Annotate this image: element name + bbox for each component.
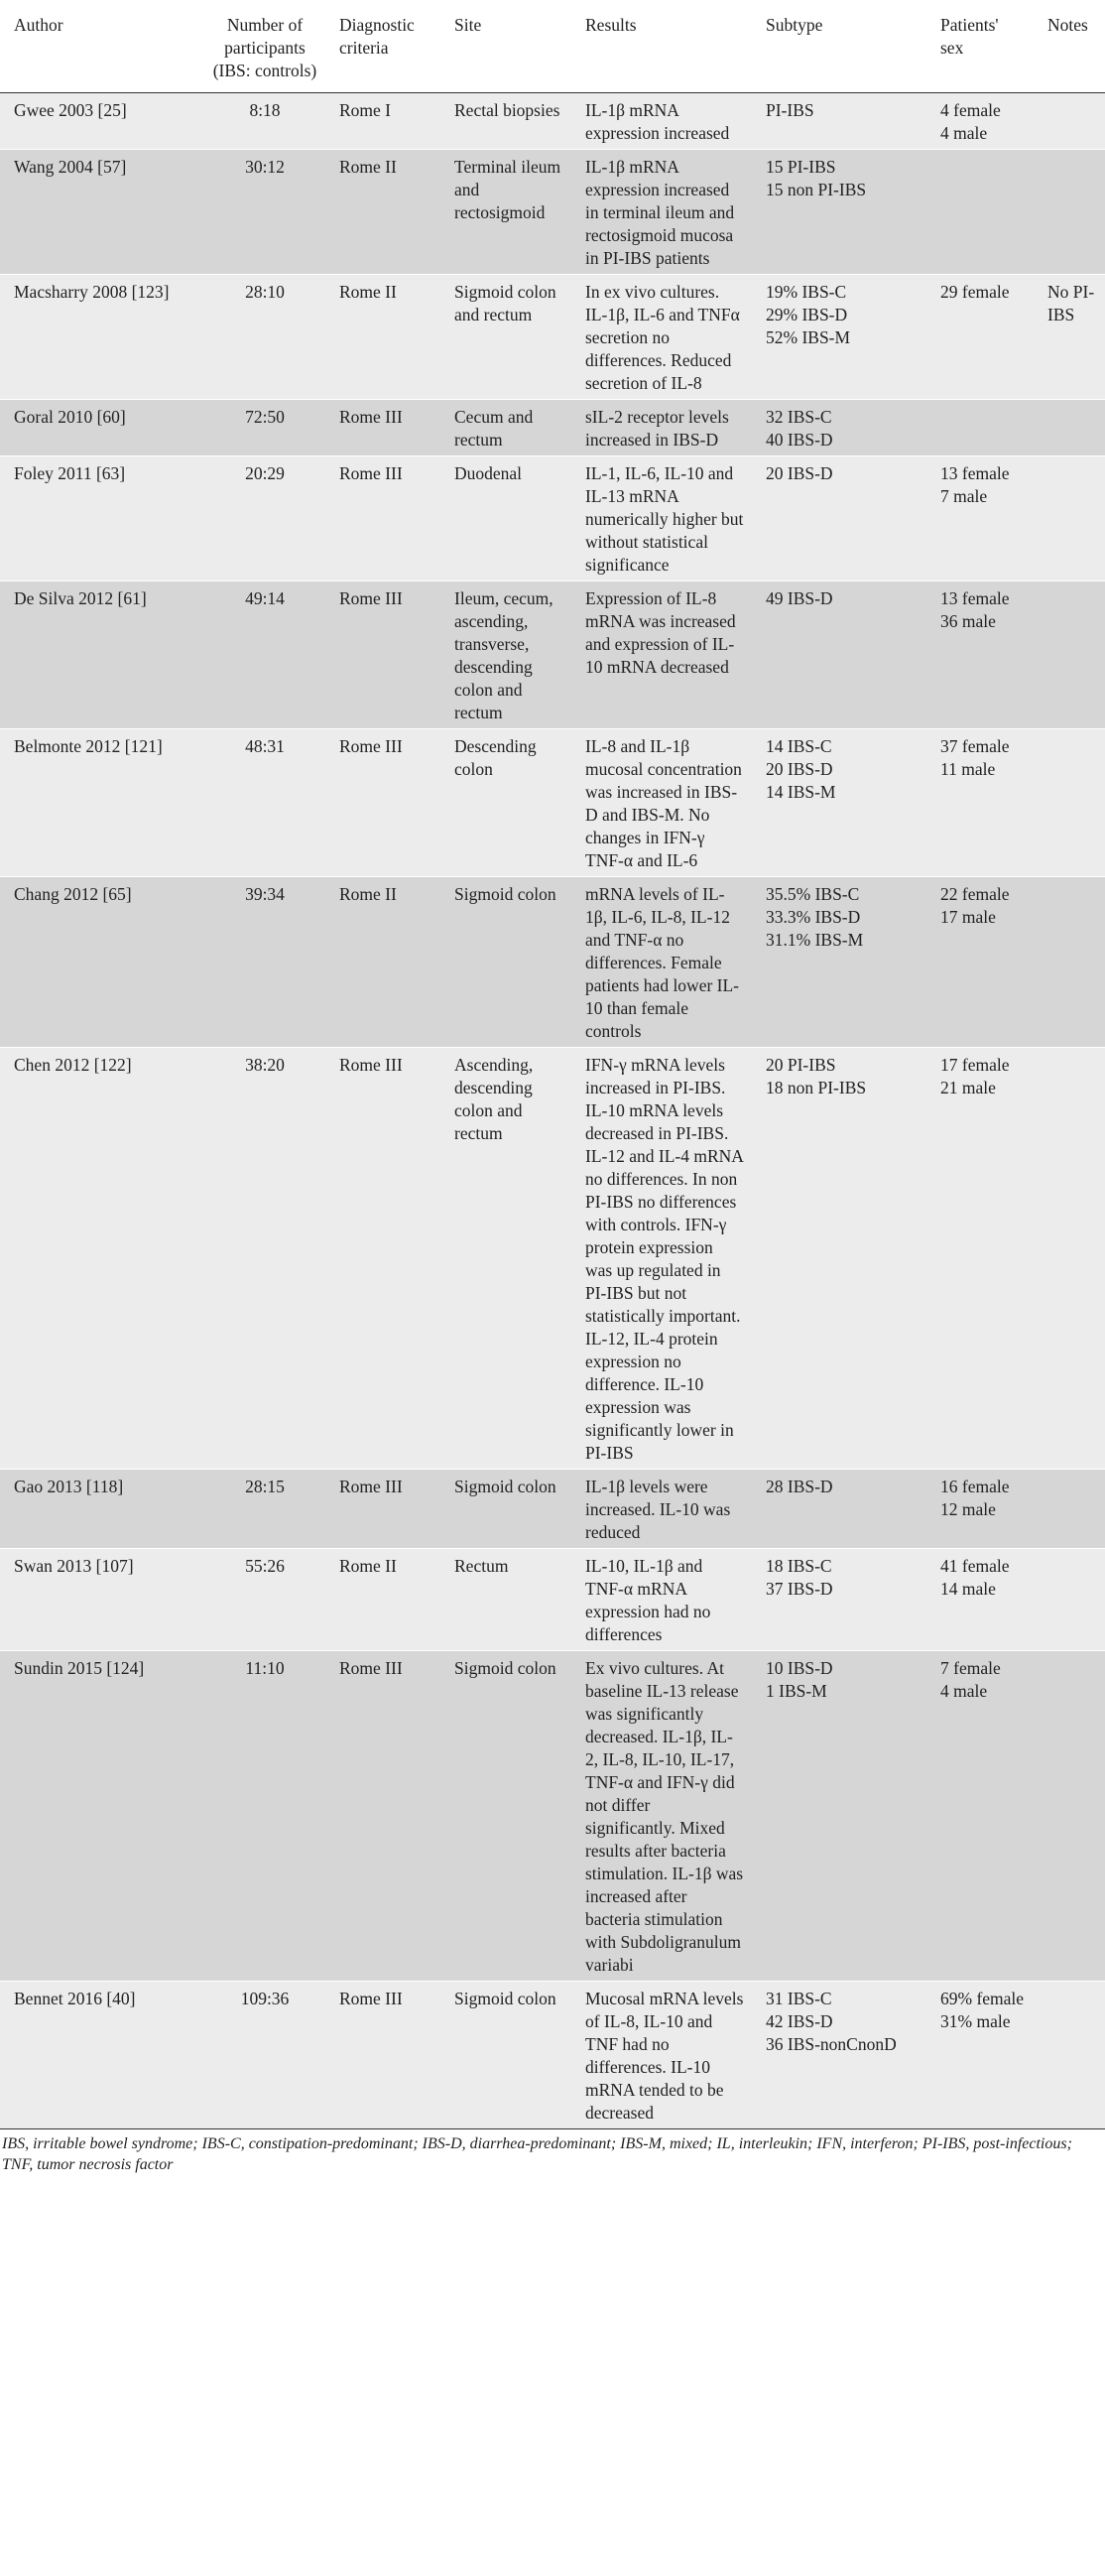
cell-results: IFN-γ mRNA levels increased in PI-IBS. IL-10 mRNA levels decreased in PI-IBS. IL-12 and IL-4 mRNA no differences. In non PI-IBS no differences with controls. IFN-γ protein expression was up regulated in PI-IBS but not statistically important. IL-12, IL-4 protein expression no difference. IL-10 expression was significantly lower in PI-IBS: [571, 1048, 752, 1470]
cell-criteria: Rome III: [325, 1982, 440, 2129]
cell-criteria: Rome III: [325, 581, 440, 729]
cell-notes: No PI-IBS: [1034, 275, 1105, 400]
cell-subtype: 28 IBS-D: [752, 1470, 926, 1549]
table-row: [0, 1048, 1105, 1470]
cell-author: Goral 2010 [60]: [0, 400, 198, 456]
cell-participants: 28:10: [198, 275, 325, 400]
cell-site: Ascending, descending colon and rectum: [440, 1048, 571, 1470]
table-row: [0, 400, 1105, 456]
table-header-row: [0, 0, 1105, 93]
cell-sex: 4 female 4 male: [926, 93, 1034, 150]
cell-site: Cecum and rectum: [440, 400, 571, 456]
cell-participants: 72:50: [198, 400, 325, 456]
table-body: [0, 93, 1105, 2129]
cell-criteria: Rome III: [325, 1651, 440, 1982]
cell-sex: 7 female 4 male: [926, 1651, 1034, 1982]
cell-notes: [1034, 729, 1105, 877]
cell-notes: [1034, 1470, 1105, 1549]
table-row: [0, 93, 1105, 150]
cell-notes: [1034, 877, 1105, 1048]
cell-author: Macsharry 2008 [123]: [0, 275, 198, 400]
cell-subtype: 20 PI-IBS 18 non PI-IBS: [752, 1048, 926, 1470]
table-row: [0, 1651, 1105, 1982]
cell-results: Expression of IL-8 mRNA was increased and expression of IL-10 mRNA decreased: [571, 581, 752, 729]
cell-subtype: 18 IBS-C 37 IBS-D: [752, 1549, 926, 1651]
cell-author: De Silva 2012 [61]: [0, 581, 198, 729]
cell-site: Ileum, cecum, ascending, transverse, descending colon and rectum: [440, 581, 571, 729]
cell-notes: [1034, 1048, 1105, 1470]
cell-subtype: 31 IBS-C 42 IBS-D 36 IBS-nonCnonD: [752, 1982, 926, 2129]
cell-site: Duodenal: [440, 456, 571, 581]
table-row: [0, 456, 1105, 581]
cell-notes: [1034, 1651, 1105, 1982]
table-row: [0, 877, 1105, 1048]
cell-sex: 41 female 14 male: [926, 1549, 1034, 1651]
cell-results: IL-1β levels were increased. IL-10 was reduced: [571, 1470, 752, 1549]
cell-site: Descending colon: [440, 729, 571, 877]
cell-subtype: 14 IBS-C 20 IBS-D 14 IBS-M: [752, 729, 926, 877]
cell-sex: 37 female 11 male: [926, 729, 1034, 877]
cell-participants: 30:12: [198, 150, 325, 275]
table-row: [0, 1549, 1105, 1651]
cell-author: Swan 2013 [107]: [0, 1549, 198, 1651]
cell-results: mRNA levels of IL-1β, IL-6, IL-8, IL-12 and TNF-α no differences. Female patients had lower IL-10 than female controls: [571, 877, 752, 1048]
cell-author: Belmonte 2012 [121]: [0, 729, 198, 877]
cell-criteria: Rome III: [325, 400, 440, 456]
cell-criteria: Rome III: [325, 1470, 440, 1549]
cell-site: Sigmoid colon: [440, 1470, 571, 1549]
cell-criteria: Rome II: [325, 275, 440, 400]
cell-sex: 16 female 12 male: [926, 1470, 1034, 1549]
header-participants: Number of participants (IBS: controls): [198, 0, 325, 93]
cell-site: Sigmoid colon: [440, 1651, 571, 1982]
cell-sex: 29 female: [926, 275, 1034, 400]
cell-sex: 69% female 31% male: [926, 1982, 1034, 2129]
cell-results: IL-1β mRNA expression increased: [571, 93, 752, 150]
header-author: Author: [0, 0, 198, 93]
cell-sex: [926, 150, 1034, 275]
cell-sex: [926, 400, 1034, 456]
cell-author: Wang 2004 [57]: [0, 150, 198, 275]
cell-author: Sundin 2015 [124]: [0, 1651, 198, 1982]
cell-sex: 13 female 7 male: [926, 456, 1034, 581]
table-row: [0, 1470, 1105, 1549]
header-diagnostic-criteria: Diagnostic criteria: [325, 0, 440, 93]
table-row: [0, 1982, 1105, 2129]
cell-results: Ex vivo cultures. At baseline IL-13 release was significantly decreased. IL-1β, IL-2, IL-8, IL-10, IL-17, TNF-α and IFN-γ did not differ significantly. Mixed results after bacteria stimulation. IL-1β was increased after bacteria stimulation with Subdoligranulum variabi: [571, 1651, 752, 1982]
cell-results: IL-10, IL-1β and TNF-α mRNA expression had no differences: [571, 1549, 752, 1651]
cell-participants: 38:20: [198, 1048, 325, 1470]
cell-participants: 8:18: [198, 93, 325, 150]
cell-subtype: 49 IBS-D: [752, 581, 926, 729]
cell-subtype: 32 IBS-C 40 IBS-D: [752, 400, 926, 456]
header-results: Results: [571, 0, 752, 93]
cell-site: Sigmoid colon: [440, 877, 571, 1048]
cell-participants: 11:10: [198, 1651, 325, 1982]
cell-criteria: Rome II: [325, 150, 440, 275]
cell-site: Sigmoid colon and rectum: [440, 275, 571, 400]
cell-author: Bennet 2016 [40]: [0, 1982, 198, 2129]
cell-notes: [1034, 581, 1105, 729]
cell-notes: [1034, 150, 1105, 275]
cell-notes: [1034, 1549, 1105, 1651]
cell-subtype: 15 PI-IBS 15 non PI-IBS: [752, 150, 926, 275]
cell-author: Foley 2011 [63]: [0, 456, 198, 581]
table-row: [0, 150, 1105, 275]
header-notes: Notes: [1034, 0, 1105, 93]
cell-author: Gao 2013 [118]: [0, 1470, 198, 1549]
cell-criteria: Rome II: [325, 1549, 440, 1651]
cell-subtype: 19% IBS-C 29% IBS-D 52% IBS-M: [752, 275, 926, 400]
cell-results: sIL-2 receptor levels increased in IBS-D: [571, 400, 752, 456]
cell-site: Sigmoid colon: [440, 1982, 571, 2129]
cell-participants: 20:29: [198, 456, 325, 581]
cell-subtype: PI-IBS: [752, 93, 926, 150]
cell-results: IL-8 and IL-1β mucosal concentration was increased in IBS-D and IBS-M. No changes in IFN-γ TNF-α and IL-6: [571, 729, 752, 877]
cell-criteria: Rome III: [325, 1048, 440, 1470]
cell-participants: 39:34: [198, 877, 325, 1048]
cell-participants: 49:14: [198, 581, 325, 729]
cell-criteria: Rome I: [325, 93, 440, 150]
cell-author: Chen 2012 [122]: [0, 1048, 198, 1470]
cell-subtype: 20 IBS-D: [752, 456, 926, 581]
cell-results: In ex vivo cultures. IL-1β, IL-6 and TNFα secretion no differences. Reduced secretion of IL-8: [571, 275, 752, 400]
cell-criteria: Rome III: [325, 729, 440, 877]
header-subtype: Subtype: [752, 0, 926, 93]
cell-results: IL-1, IL-6, IL-10 and IL-13 mRNA numerically higher but without statistical significance: [571, 456, 752, 581]
table-row: [0, 729, 1105, 877]
cell-author: Gwee 2003 [25]: [0, 93, 198, 150]
cell-sex: 13 female 36 male: [926, 581, 1034, 729]
cell-notes: [1034, 93, 1105, 150]
cell-participants: 109:36: [198, 1982, 325, 2129]
cell-participants: 48:31: [198, 729, 325, 877]
cell-notes: [1034, 400, 1105, 456]
cell-participants: 55:26: [198, 1549, 325, 1651]
cell-site: Rectal biopsies: [440, 93, 571, 150]
cell-subtype: 35.5% IBS-C 33.3% IBS-D 31.1% IBS-M: [752, 877, 926, 1048]
table-footnote: IBS, irritable bowel syndrome; IBS-C, constipation-predominant; IBS-D, diarrhea-predominant; IBS-M, mixed; IL, interleukin; IFN, interferon; PI-IBS, post-infectious; TNF, tumor necrosis factor: [2, 2135, 1072, 2173]
cell-participants: 28:15: [198, 1470, 325, 1549]
cell-site: Terminal ileum and rectosigmoid: [440, 150, 571, 275]
cell-results: Mucosal mRNA levels of IL-8, IL-10 and TNF had no differences. IL-10 mRNA tended to be decreased: [571, 1982, 752, 2129]
cell-criteria: Rome III: [325, 456, 440, 581]
cell-subtype: 10 IBS-D 1 IBS-M: [752, 1651, 926, 1982]
cell-notes: [1034, 456, 1105, 581]
cell-notes: [1034, 1982, 1105, 2129]
cell-author: Chang 2012 [65]: [0, 877, 198, 1048]
table-row: [0, 275, 1105, 400]
table-row: [0, 581, 1105, 729]
cell-sex: 22 female 17 male: [926, 877, 1034, 1048]
header-patients-sex: Patients' sex: [926, 0, 1034, 93]
cell-criteria: Rome II: [325, 877, 440, 1048]
cell-results: IL-1β mRNA expression increased in terminal ileum and rectosigmoid mucosa in PI-IBS patients: [571, 150, 752, 275]
cell-sex: 17 female 21 male: [926, 1048, 1034, 1470]
header-site: Site: [440, 0, 571, 93]
cell-site: Rectum: [440, 1549, 571, 1651]
